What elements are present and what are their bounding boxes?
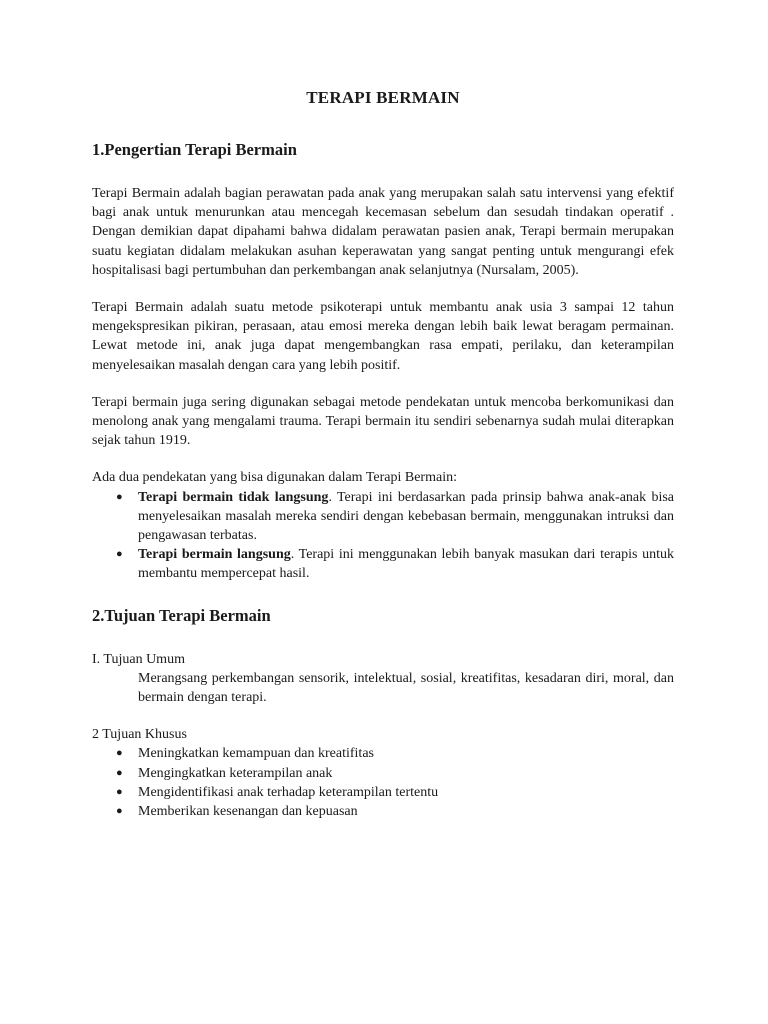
specific-goals-list bbox=[92, 744, 674, 821]
document-title: TERAPI BERMAIN bbox=[306, 88, 460, 107]
goal-text: Meningkatkan kemampuan dan kreatifitas bbox=[138, 746, 374, 762]
list-item bbox=[92, 744, 674, 763]
section-heading-tujuan: 2.Tujuan Terapi Bermain bbox=[92, 605, 271, 625]
general-goal-label: I. Tujuan Umum bbox=[92, 651, 185, 667]
bullet-icon: ● bbox=[116, 805, 123, 818]
document-page bbox=[92, 88, 674, 839]
approach-text: . Terapi ini berdasarkan pada prinsip bahwa anak-anak bisa menyelesaikan masalah mereka sendiri dengan kebebasan bermain, menggunakan intruksi dan pengawasan terbatas. bbox=[138, 489, 674, 544]
goal-text: Mengidentifikasi anak terhadap keterampilan tertentu bbox=[138, 784, 439, 800]
approaches-intro: Ada dua pendekatan yang bisa digunakan dalam Terapi Bermain: bbox=[92, 470, 457, 486]
goal-text: Mengingkatkan keterampilan anak bbox=[138, 765, 333, 781]
list-item bbox=[92, 545, 674, 583]
general-goal-text: Merangsang perkembangan sensorik, intelektual, sosial, kreatifitas, kesadaran diri, moral, dan bermain dengan terapi. bbox=[138, 670, 674, 706]
paragraph: Terapi bermain juga sering digunakan sebagai metode pendekatan untuk mencoba berkomunikasi dan menolong anak yang mengalami trauma. Terapi bermain itu sendiri sebenarnya sudah mulai diterapkan sejak tahun 1919. bbox=[92, 394, 674, 449]
list-item bbox=[92, 783, 674, 802]
bullet-icon: ● bbox=[116, 785, 123, 798]
list-item bbox=[92, 488, 674, 546]
list-item bbox=[92, 764, 674, 783]
approach-text: . Terapi ini menggunakan lebih banyak masukan dari terapis untuk membantu mempercepat hasil. bbox=[138, 547, 674, 582]
specific-goal-label: 2 Tujuan Khusus bbox=[92, 727, 187, 743]
paragraph: Terapi Bermain adalah suatu metode psikoterapi untuk membantu anak usia 3 sampai 12 tahun mengekspresikan pikiran, perasaan, atau emosi mereka dengan lebih baik lewat beragam permainan. Lewat metode ini, anak juga dapat mengembangkan rasa empati, perilaku, dan keterampilan menyelesaikan masalah dengan cara yang lebih positif. bbox=[92, 300, 674, 373]
approach-term: Terapi bermain langsung bbox=[138, 547, 291, 563]
section-heading-pengertian: 1.Pengertian Terapi Bermain bbox=[92, 140, 297, 159]
bullet-icon: ● bbox=[116, 766, 123, 779]
paragraph: Terapi Bermain adalah bagian perawatan pada anak yang merupakan salah satu intervensi yang efektif bagi anak untuk menurunkan atau mencegah kecemasan sebelum dan sesudah tindakan operatif . Dengan demikian dapat dipahami bahwa didalam perawatan pasien anak, Terapi bermain merupakan suatu kegiatan didalam melakukan asuhan keperawatan yang sangat penting untuk mengurangi efek hospitalisasi bagi pertumbuhan dan perkembangan anak selanjutnya (Nursalam, 2005). bbox=[92, 186, 674, 278]
list-item bbox=[92, 802, 674, 821]
approaches-list bbox=[92, 488, 674, 584]
approach-term: Terapi bermain tidak langsung bbox=[138, 489, 329, 505]
bullet-icon: ● bbox=[116, 747, 123, 760]
bullet-icon: ● bbox=[116, 548, 123, 561]
goal-text: Memberikan kesenangan dan kepuasan bbox=[138, 804, 358, 820]
bullet-icon: ● bbox=[116, 490, 123, 503]
